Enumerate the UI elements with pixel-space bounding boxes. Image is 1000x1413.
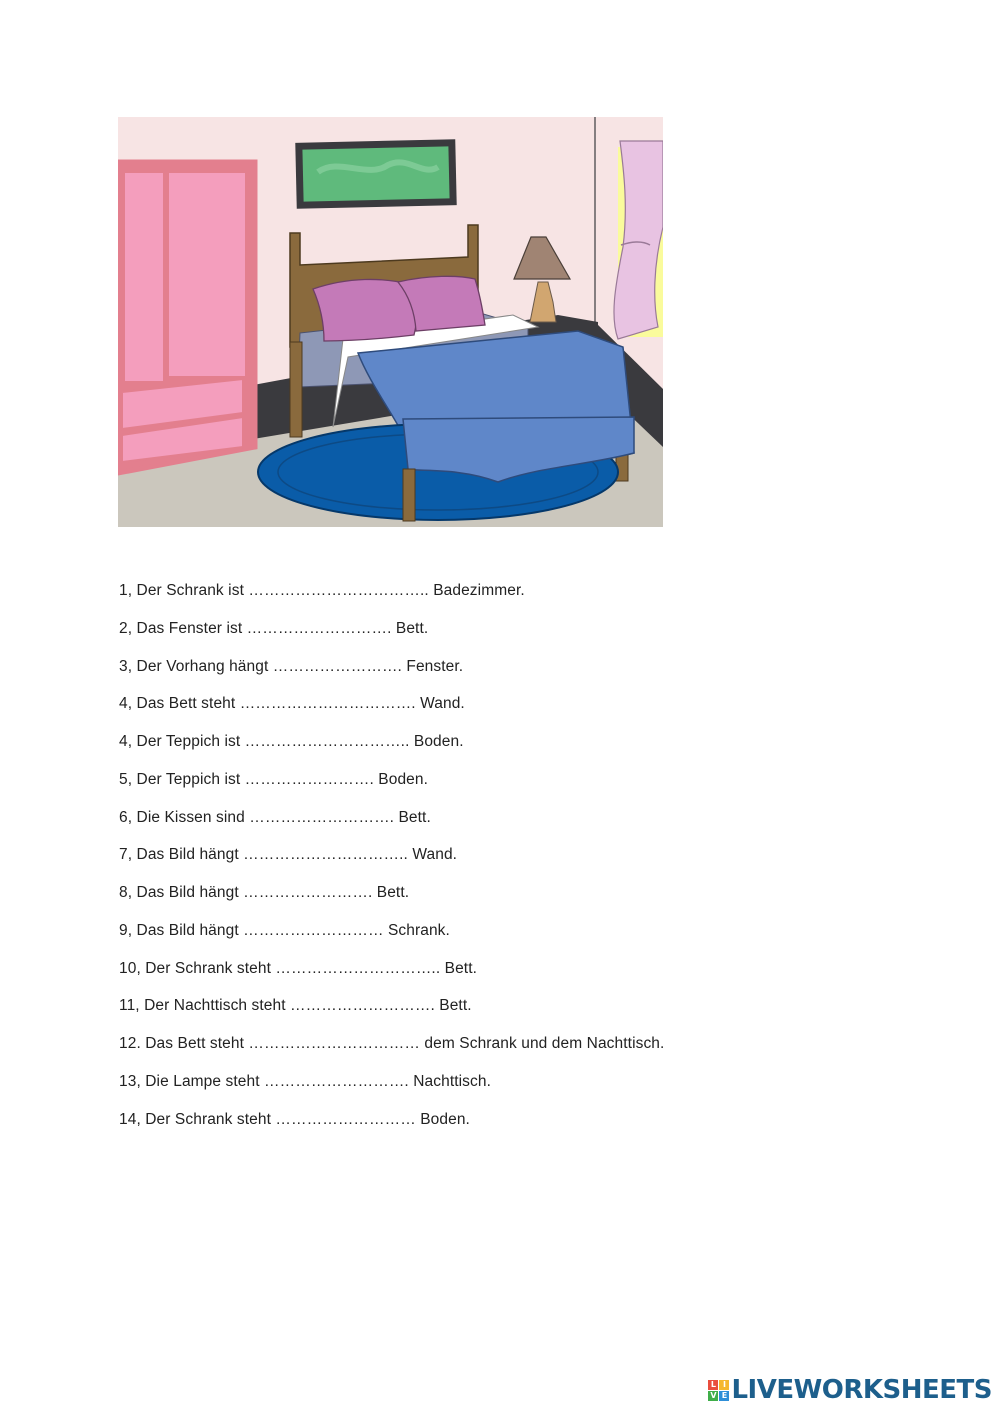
logo-mark-letter: L [708,1380,718,1390]
exercise-line: 14, Der Schrank steht ……………………… Boden. [119,1110,470,1128]
exercise-line: 8, Das Bild hängt ……………………. Bett. [119,884,410,901]
exercise-line: 1, Der Schrank ist …………………………….. Badezimmer. [119,582,525,599]
exercise-line: 12. Das Bett steht …………………………… dem Schrank und dem Nachttisch. [119,1035,665,1052]
liveworksheets-logo[interactable] [708,1375,992,1405]
logo-text: LIVEWORKSHEETS [731,1375,992,1405]
exercise-line: 11, Der Nachttisch steht ………………………. Bett. [119,997,472,1015]
exercise-line: 10, Der Schrank steht ………………………….. Bett. [119,959,478,977]
exercise-line: 2, Das Fenster ist ………………………. Bett. [119,619,429,637]
exercise-line: 9, Das Bild hängt ……………………… Schrank. [119,921,450,939]
logo-mark-letter: E [719,1391,729,1401]
exercise-line: 6, Die Kissen sind ………………………. Bett. [119,808,431,826]
logo-mark-letter: I [719,1380,729,1390]
logo-mark-letter: V [710,1390,717,1400]
wardrobe [118,162,255,473]
exercise-line: 4, Der Teppich ist ………………………….. Boden. [119,733,464,750]
bed-leg-front [403,469,415,521]
picture [302,146,449,201]
bedroom-illustration [118,117,663,527]
exercise-line: 4, Das Bett steht ……………………………. Wand. [119,695,465,713]
exercise-line: 7, Das Bild hängt ………………………….. Wand. [119,846,458,864]
exercise-line: 13, Die Lampe steht ………………………. Nachttisch. [119,1072,492,1090]
exercise-list [119,578,879,1144]
logo-mark-icon [708,1380,729,1401]
exercise-line: 3, Der Vorhang hängt ……………………. Fenster. [119,657,464,675]
exercise-line: 5, Der Teppich ist ……………………. Boden. [119,770,429,788]
